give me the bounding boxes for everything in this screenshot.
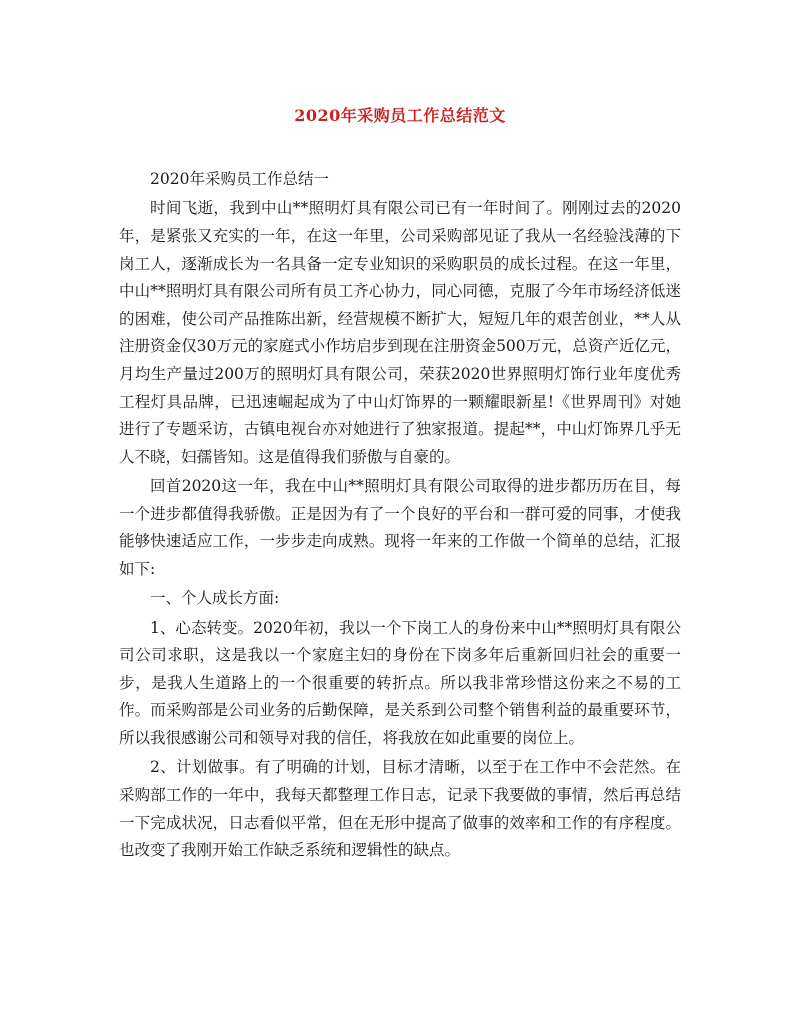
- paragraph: 时间飞逝，我到中山**照明灯具有限公司已有一年时间了。刚刚过去的2020年，是紧张又充实的一年，在这一年里，公司采购部见证了我从一名经验浅薄的下岗工人，逐渐成长为一名具备一定专业知识的采购职员的成长过程。在这一年里，中山**照明灯具有限公司所有员工齐心协力，同心同德，克服了今年市场经济低迷的困难，使公司产品推陈出新，经营规模不断扩大，短短几年的艰苦创业，**人从注册资金仅30万元的家庭式小作坊启步到现在注册资金500万元，总资产近亿元，月均生产量过200万的照明灯具有限公司，荣获2020世界照明灯饰行业年度优秀工程灯具品牌，已迅速崛起成为了中山灯饰界的一颗耀眼新星!《世界周刊》对她进行了专题采访，古镇电视台亦对她进行了独家报道。提起**，中山灯饰界几乎无人不晓，妇孺皆知。这是值得我们骄傲与自豪的。: [119, 199, 681, 466]
- document-title: 2020年采购员工作总结范文: [294, 106, 506, 125]
- paragraph-subtitle: 2020年采购员工作总结一: [150, 170, 329, 188]
- paragraph: 1、心态转变。2020年初，我以一个下岗工人的身份来中山**照明灯具有限公司公司求职，这是我以一个家庭主妇的身份在下岗多年后重新回归社会的重要一步，是我人生道路上的一个很重要的转折点。所以我非常珍惜这份来之不易的工作。而采购部是公司业务的后勤保障，是关系到公司整个销售利益的最重要环节，所以我很感谢公司和领导对我的信任，将我放在如此重要的岗位上。: [119, 618, 681, 748]
- paragraph: 2、计划做事。有了明确的计划，目标才清晰，以至于在工作中不会茫然。在采购部工作的一年中，我每天都整理工作日志，记录下我要做的事情，然后再总结一下完成状况，日志看似平常，但在无形中提高了做事的效率和工作的有序程度。也改变了我刚开始工作缺乏系统和逻辑性的缺点。: [119, 758, 681, 860]
- paragraph: 回首2020这一年，我在中山**照明灯具有限公司取得的进步都历历在目，每一个进步都值得我骄傲。正是因为有了一个良好的平台和一群可爱的同事，才使我能够快速适应工作，一步步走向成熟。现将一年来的工作做一个简单的总结，汇报如下:: [119, 477, 681, 578]
- section-heading: 一、个人成长方面:: [150, 589, 280, 608]
- document-body: [119, 166, 681, 867]
